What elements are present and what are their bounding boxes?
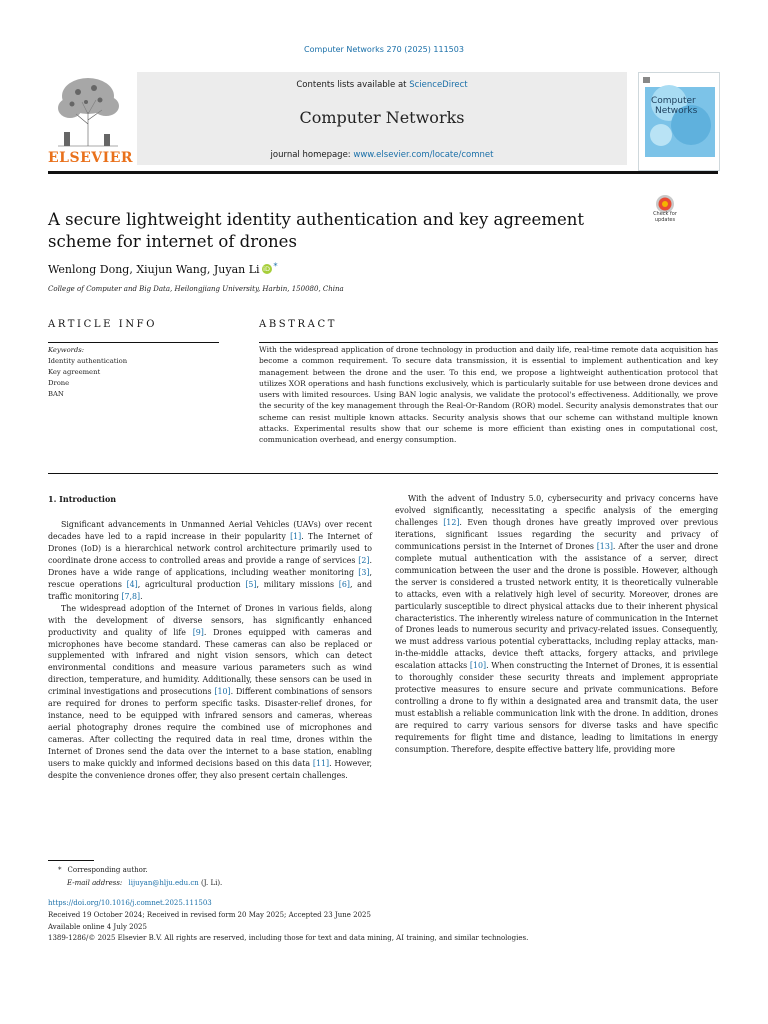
orcid-icon[interactable]: iD (263, 265, 270, 273)
keywords-label: Keywords: (48, 346, 85, 354)
footnote-email (48, 877, 448, 890)
paragraph-text: . After the user and drone complete mutual authentication with the assistance of a server, direct communication between the user and the drone is possible. However, although the server is considered a trusted network entity, it is theoretically vulnerable to attacks, even with a relatively high level of security. Moreover, drones are particularly susceptible to direct physical attacks due to their inherent physical characteristics. The inherently wireless nature of communication in the Internet of Drones leads to numerous security and privacy-related issues. Consequently, we must address various potential cyberattacks, including replay attacks, man-in-the-middle attacks, device theft attacks, forgery attacks, and privilege escalation attacks (395, 541, 718, 671)
paragraph-text: . Drones equipped with cameras and microphones have become standard. These cameras can also be replaced or supplemented with infrared and night vision sensors, which can detect environmental conditions and measure various parameters such as wind direction, temperature, and humidity. Additionally, these sensors can be used in criminal investigations and prosecutions (48, 627, 372, 697)
copyright-line: 1389-1286/© 2025 Elsevier B.V. All rights are reserved, including those for text and data mining, AI training, and similar technologies. (48, 934, 529, 943)
author-line (48, 262, 278, 276)
paragraph (48, 519, 372, 603)
citation-link[interactable]: [10] (214, 687, 231, 697)
paper-title: A secure lightweight identity authentication and key agreement scheme for internet of drones (48, 210, 584, 251)
contents-prefix: Contents lists available at (296, 80, 407, 90)
keywords-block (48, 345, 219, 400)
citation-link[interactable]: [5] (245, 579, 257, 589)
homepage-line (137, 150, 627, 160)
footnote-label: Corresponding author. (67, 866, 148, 874)
article-info-heading: ARTICLE INFO (48, 319, 158, 330)
check-updates-line2: updates (654, 216, 676, 223)
paragraph-text: , agricultural production (137, 579, 246, 589)
abstract-text: With the widespread application of drone technology in production and daily life, real-time remote data acquisition has become a common requirement. To secure data transmission, it is essential to implement authentication and key management between the drone and the user. To this end, we propose a lightweight authentication protocol that utilizes XOR operations and hash functions exclusively, which is particularly suitable for use between drone devices and users with limited resources. Using BAN logic analysis, we validate the protocol's effectiveness. Additionally, we prove the security of the key management through the Real-Or-Random (ROR) model. Security analysis demonstrates that our scheme can resist multiple known attacks. Security analysis shows that our scheme can withstand multiple known attacks. Experimental results show that our scheme is more efficient than existing ones in computational cost, communication overhead, and energy consumption. (259, 345, 718, 445)
body-column-left (48, 519, 372, 782)
paragraph-text: The widespread adoption of the Internet of Drones in various fields, along with the development of diverse sensors, has significantly enhanced productivity and quality of life (48, 603, 372, 637)
elsevier-wordmark: ELSEVIER (48, 150, 134, 166)
paragraph-text: . (140, 591, 143, 601)
dates-line: Received 19 October 2024; Received in revised form 20 May 2025; Accepted 23 June 2025 (48, 910, 371, 919)
running-head[interactable]: Computer Networks 270 (2025) 111503 (304, 45, 464, 54)
doi-link[interactable]: https://doi.org/10.1016/j.comnet.2025.111503 (48, 899, 212, 907)
section-heading-introduction: 1. Introduction (48, 494, 117, 504)
paragraph-text: . However, despite the convenience drones offer, they also present certain challenges. (48, 759, 372, 781)
citation-link[interactable]: [6] (338, 579, 350, 589)
paragraph-text: , and traffic monitoring (48, 579, 373, 601)
journal-homepage-link[interactable]: www.elsevier.com/locate/comnet (353, 150, 494, 160)
citation-link[interactable]: [11] (312, 759, 330, 769)
paragraph-text: With the advent of Industry 5.0, cybersecurity and privacy concerns have evolved significantly, necessitating a specific analysis of the emerging challenges (395, 494, 718, 527)
keyword-item: Key agreement (48, 368, 101, 377)
citation-link[interactable]: [10] (469, 661, 487, 671)
article-history-footer (48, 898, 718, 945)
authors: Wenlong Dong, Xiujun Wang, Juyan Li (48, 263, 260, 276)
email-link[interactable]: lijuyan@hlju.edu.cn (128, 878, 199, 887)
paragraph-text: . Different combinations of sensors are required for drones to perform specific tasks. Disaster-relief drones, for instance, need to be equipped with infrared sensors and cameras, whereas aerial photography drones require the combined use of microphones and cameras. After collecting the required data in real time, drones within the Internet of Drones send the data over the internet to a base station, enabling users to make quickly and informed decisions based on this data (48, 687, 372, 769)
body-column-right (395, 493, 718, 756)
footnote-corresponding (48, 864, 448, 877)
affiliation: College of Computer and Big Data, Heilongjiang University, Harbin, 150080, China (48, 285, 344, 293)
paragraph-text: , rescue operations (48, 567, 372, 589)
footnote-mark: * (58, 866, 62, 874)
available-online-line: Available online 4 July 2025 (48, 922, 147, 931)
contents-line (137, 80, 627, 90)
keyword-item: Drone (48, 379, 70, 388)
email-suffix: (J. Li). (201, 878, 223, 887)
paragraph-text: Significant advancements in Unmanned Aerial Vehicles (UAVs) over recent decades have led to a rapid increase in their popularity (48, 520, 372, 541)
header-rule (48, 171, 718, 174)
paragraph-text: , military missions (256, 579, 339, 589)
journal-cover-image[interactable] (638, 72, 720, 171)
citation-link[interactable]: [2] (358, 555, 370, 565)
citation-link[interactable]: [1] (290, 531, 302, 541)
footnote-rule (48, 860, 94, 861)
citation-link[interactable]: [13] (596, 541, 613, 551)
homepage-prefix: journal homepage: (270, 150, 351, 160)
paragraph (48, 603, 372, 782)
citation-link[interactable]: [4] (126, 579, 138, 589)
keyword-item: BAN (48, 390, 64, 399)
citation-link[interactable]: [9] (192, 627, 204, 637)
journal-name: Computer Networks (299, 108, 465, 127)
keyword-item: Identity authentication (48, 357, 128, 366)
footnote (48, 864, 448, 889)
cover-title-line2: Networks (655, 106, 698, 116)
abstract-rule (259, 342, 718, 343)
paragraph (395, 493, 718, 756)
check-updates-line1: Check for (653, 211, 677, 217)
citation-link[interactable]: [3] (358, 567, 370, 577)
email-label: E-mail address: (67, 878, 123, 887)
citation-link[interactable]: [12] (443, 517, 460, 527)
paragraph-text: . The Internet of Drones (IoD) is a hierarchical network control architecture primarily used to coordinate drone access to controlled areas and provide a range of services (48, 531, 373, 565)
check-for-updates-label[interactable] (642, 212, 688, 223)
paragraph-text: . Even though drones have greatly improved over previous iterations, significant issues regarding the security and privacy of communications persist in the Internet of Drones (395, 517, 718, 551)
abstract-heading: ABSTRACT (259, 319, 337, 330)
abstract-bottom-rule (48, 473, 718, 474)
sciencedirect-link[interactable]: ScienceDirect (409, 80, 468, 90)
corresponding-author-mark[interactable]: * (273, 262, 278, 271)
paragraph-text: . When constructing the Internet of Drones, it is essential to thoroughly consider these security threats and implement appropriate protective measures to ensure secure and private communications. Before controlling a drone to fly within a designated area and transmit data, the user must establish a reliable communication link with the drone. In addition, drones are required to carry various sensors for diverse tasks and have specific requirements for flight time and distance, leading to limitations in energy consumption. Therefore, despite effective battery life, providing more (395, 661, 718, 755)
cover-title-line1: Computer (651, 96, 696, 106)
citation-link[interactable]: [7,8] (121, 591, 141, 601)
article-info-rule (48, 342, 219, 343)
paragraph-text: . Drones have a wide range of applications, including weather monitoring (48, 555, 372, 577)
